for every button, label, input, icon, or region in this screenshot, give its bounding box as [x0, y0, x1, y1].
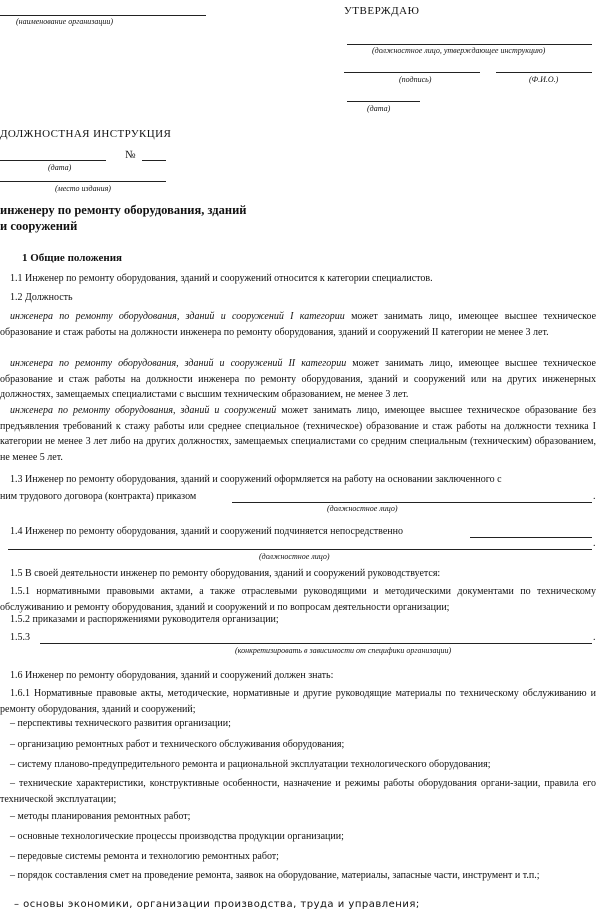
paragraph-1-3-a: 1.3 Инженер по ремонту оборудования, зданий и сооружений оформляется на работу на основании заключенного с: [10, 474, 502, 485]
supervisor-line-b: [8, 549, 592, 550]
paragraph-1-5-3: 1.5.3: [10, 632, 30, 643]
order-official-caption: (должностное лицо): [327, 504, 398, 513]
category-3-text: может занимать лицо, имеющее высшее техническое образование без предъявления требований к стажу работы или среднее специальное (техническое) образование и стаж работы на должности техника I категории не менее 3 лет либо на других должностях, замещаемых специалистами со средним специальным (техническим) образованием, не менее 5 лет.: [0, 405, 596, 463]
list-item: – основы экономики, организации производства, труда и управления;: [14, 899, 420, 910]
paragraph-1-5: 1.5 В своей деятельности инженер по ремонту оборудования, зданий и сооружений руководствуется:: [10, 568, 441, 579]
signature-line: [344, 72, 480, 73]
category-1-paragraph: [0, 309, 596, 340]
list-item: – систему планово-предупредительного ремонта и рациональной эксплуатации технологического оборудования;: [10, 759, 491, 770]
paragraph-1-6: 1.6 Инженер по ремонту оборудования, зданий и сооружений должен знать:: [10, 670, 334, 681]
category-2-paragraph: [0, 356, 596, 403]
subject-line-1: инженеру по ремонту оборудования, зданий: [0, 203, 247, 217]
fio-caption: (Ф.И.О.): [529, 75, 559, 84]
paragraph-1-2: 1.2 Должность: [10, 292, 73, 303]
paragraph-1-4: 1.4 Инженер по ремонту оборудования, зданий и сооружений подчиняется непосредственно: [10, 526, 403, 537]
fio-line: [496, 72, 592, 73]
paragraph-1-3-b: ним трудового договора (контракта) приказом: [0, 491, 197, 502]
period-mark: .: [593, 491, 596, 502]
approve-heading: УТВЕРЖДАЮ: [344, 5, 420, 17]
list-item: – методы планирования ремонтных работ;: [10, 811, 191, 822]
approve-date-line: [347, 101, 420, 102]
approver-position-line: [347, 44, 592, 45]
category-2-title: инженера по ремонту оборудования, зданий и сооружений II категории: [10, 358, 347, 369]
approver-position-caption: (должностное лицо, утверждающее инструкцию): [372, 46, 546, 55]
list-item: – организацию ремонтных работ и технического обслуживания оборудования;: [10, 739, 345, 750]
specifics-line: [40, 643, 592, 644]
place-line: [0, 181, 166, 182]
doc-number-line: [142, 160, 166, 161]
paragraph-1-6-1: 1.6.1 Нормативные правовые акты, методические, нормативные и другие руководящие материалы по техническому обслуживанию и ремонту оборудования, зданий и сооружений;: [0, 688, 596, 715]
order-official-line: [232, 502, 592, 503]
category-3-paragraph: [0, 403, 596, 465]
list-item: – технические характеристики, конструктивные особенности, назначение и режимы работы оборудования органи-зации, правила его технической эксплуатации;: [0, 778, 596, 805]
category-1-title: инженера по ремонту оборудования, зданий и сооружений I категории: [10, 311, 345, 322]
doc-date-line: [0, 160, 106, 161]
signature-caption: (подпись): [399, 75, 432, 84]
list-item: – порядок составления смет на проведение ремонта, заявок на оборудование, материалы, запасные части, инструмент и т.п.;: [10, 870, 540, 881]
paragraph-1-1: 1.1 Инженер по ремонту оборудования, зданий и сооружений относится к категории специалистов.: [10, 273, 433, 284]
section-heading: 1 Общие положения: [22, 252, 122, 264]
number-sign: №: [125, 149, 136, 161]
category-3-title: инженера по ремонту оборудования, зданий и сооружений: [10, 405, 277, 416]
paragraph-1-5-2: 1.5.2 приказами и распоряжениями руководителя организации;: [10, 614, 279, 625]
category-2-text: может занимать лицо, имеющее высшее техническое образование и стаж работы на должности инженера по ремонту оборудования, зданий и сооружений или на других инженерных должностях, замещаемых специалистами с высшим техническим образованием, не менее 3 лет.: [0, 358, 597, 401]
paragraph-1-5-1: 1.5.1 нормативными правовыми актами, а также отраслевыми руководящими и методическими документами по техническому обслуживанию и ремонту оборудования, зданий и сооружений и по вопросам деятельности организации;: [0, 586, 596, 613]
org-name-line: [0, 15, 206, 16]
specifics-caption: (конкретизировать в зависимости от специфики организации): [235, 646, 452, 655]
period-mark: .: [593, 538, 596, 549]
list-item: – передовые системы ремонта и технологию ремонтных работ;: [10, 851, 279, 862]
supervisor-line-a: [470, 537, 592, 538]
list-item: – основные технологические процессы производства продукции организации;: [10, 831, 344, 842]
supervisor-caption: (должностное лицо): [259, 552, 330, 561]
document-title: ДОЛЖНОСТНАЯ ИНСТРУКЦИЯ: [0, 128, 172, 140]
place-caption: (место издания): [55, 184, 111, 193]
approve-date-caption: (дата): [367, 104, 391, 113]
org-name-caption: (наименование организации): [16, 17, 114, 26]
category-1-text: может занимать лицо, имеющее высшее техническое образование и стаж работы на должности инженера по ремонту оборудования, зданий и сооружений II категории не менее 3 лет.: [0, 311, 597, 338]
list-item: – перспективы технического развития организации;: [10, 718, 231, 729]
subject-line-2: и сооружений: [0, 219, 78, 233]
period-mark: .: [593, 632, 596, 643]
doc-date-caption: (дата): [48, 163, 72, 172]
